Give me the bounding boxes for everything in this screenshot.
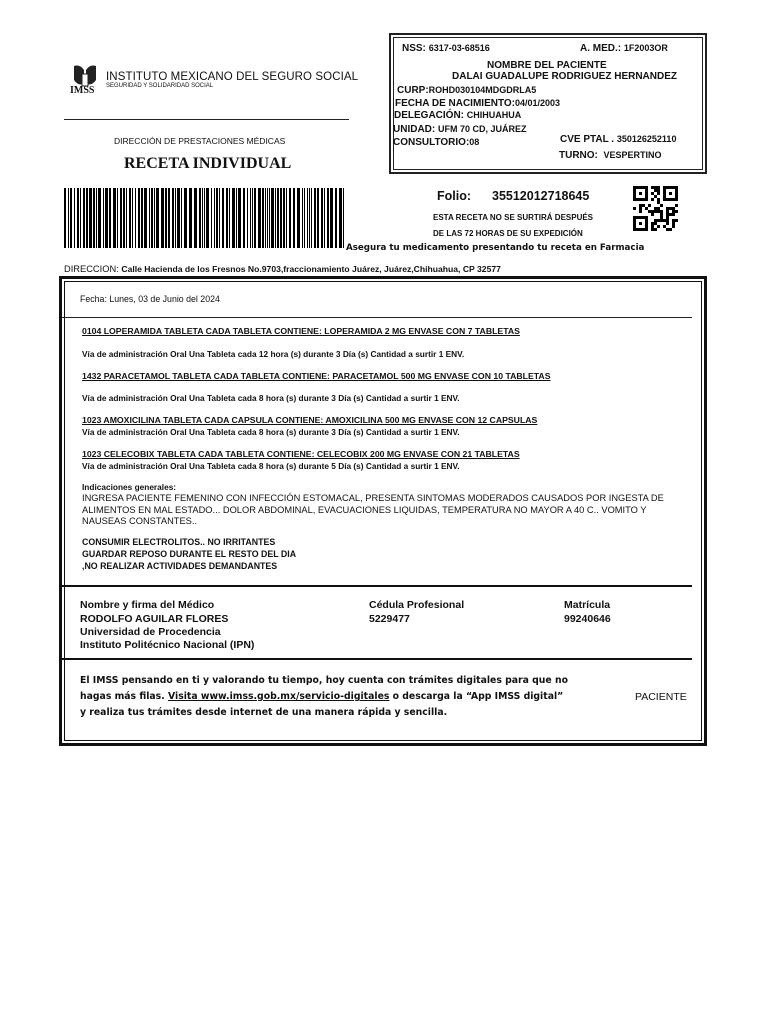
folio-label: Folio: (437, 189, 472, 203)
qr-code-image (633, 186, 678, 234)
indications-label: Indicaciones generales: (82, 482, 177, 492)
barcode-image (64, 188, 344, 248)
medication-dose: Vía de administración Oral Una Tableta cada 8 hora (s) durante 3 Día (s) Cantidad a surtir 1 ENV. (82, 393, 460, 403)
page-title: RECETA INDIVIDUAL (124, 155, 292, 172)
amed-field: A. MED.: 1F2003OR (580, 43, 668, 54)
birth-field: FECHA DE NACIMIENTO:04/01/2003 (395, 98, 561, 109)
address-label: DIRECCION: (64, 264, 119, 274)
instruction-line: CONSUMIR ELECTROLITOS.. NO IRRITANTES (82, 537, 276, 547)
direction-label: DIRECCIÓN DE PRESTACIONES MÉDICAS (114, 136, 286, 146)
doctor-name-label: Nombre y firma del Médico (80, 599, 215, 611)
cedula-value: 5229477 (369, 613, 410, 625)
medication-title: 1023 CELECOBIX TABLETA CADA TABLETA CONTIENE: CELECOBIX 200 MG ENVASE CON 21 TABLETAS (82, 449, 520, 459)
date-divider (62, 317, 692, 318)
copy-label: PACIENTE (635, 691, 687, 703)
instruction-line: ,NO REALIZAR ACTIVIDADES DEMANDANTES (82, 561, 278, 571)
medication-title: 1432 PARACETAMOL TABLETA CADA TABLETA CONTIENE: PARACETAMOL 500 MG ENVASE CON 10 TABLETAS (82, 371, 551, 381)
cedula-label: Cédula Profesional (369, 599, 465, 611)
institution-name: INSTITUTO MEXICANO DEL SEGURO SOCIAL (106, 71, 359, 83)
university-label: Universidad de Procedencia (80, 626, 221, 638)
doctor-name: RODOLFO AGUILAR FLORES (80, 613, 229, 625)
address-line (64, 264, 501, 274)
unidad-field: UNIDAD: UFM 70 CD, JUÁREZ (393, 124, 527, 135)
turno-field: TURNO: VESPERTINO (559, 150, 662, 161)
instructions-divider (62, 585, 692, 587)
patient-name-label: NOMBRE DEL PACIENTE (487, 60, 607, 71)
promo-line: El IMSS pensando en ti y valorando tu tiempo, hoy cuenta con trámites digitales para que no (80, 675, 568, 686)
promo-line: hagas más filas. Visita www.imss.gob.mx/servicio-digitales o descarga la “App IMSS digital” (80, 691, 564, 702)
medication-title: 1023 AMOXICILINA TABLETA CADA CAPSULA CONTIENE: AMOXICILINA 500 MG ENVASE CON 12 CAPSULAS (82, 415, 538, 425)
delegacion-field: DELEGACIÓN: CHIHUAHUA (394, 110, 522, 121)
promo-line: y realiza tus trámites desde internet de una manera rápida y sencilla. (80, 707, 448, 718)
curp-field: CURP:ROHD030104MDGDRLA5 (397, 85, 537, 96)
cve-field: CVE PTAL . 350126252110 (560, 134, 677, 145)
pharmacy-notice: Asegura tu medicamento presentando tu receta en Farmacia (346, 243, 645, 253)
university-name: Instituto Politécnico Nacional (IPN) (80, 639, 255, 651)
medication-dose: Vía de administración Oral Una Tableta cada 8 hora (s) durante 5 Día (s) Cantidad a surtir 1 ENV. (82, 461, 460, 471)
medication-dose: Vía de administración Oral Una Tableta cada 8 hora (s) durante 3 Día (s) Cantidad a surtir 1 ENV. (82, 427, 460, 437)
imss-logo (70, 64, 100, 98)
prescription-date: Fecha: Lunes, 03 de Junio del 2024 (80, 294, 220, 304)
expiry-notice-1: ESTA RECETA NO SE SURTIRÁ DESPUÉS (433, 213, 594, 222)
signature-divider (62, 658, 692, 660)
institution-subtitle: SEGURIDAD Y SOLIDARIDAD SOCIAL (106, 83, 214, 89)
digital-services-promo (80, 673, 610, 721)
imss-services-link[interactable]: Visita www.imss.gob.mx/servicio-digitales (167, 691, 390, 702)
matricula-value: 99240646 (564, 613, 611, 625)
nss-field: NSS: 6317-03-68516 (402, 43, 490, 54)
folio-number: 35512012718645 (492, 189, 590, 203)
indications-text: INGRESA PACIENTE FEMENINO CON INFECCIÓN ESTOMACAL, PRESENTA SINTOMAS MODERADOS CAUSADOS POR INGESTA DE ALIMENTOS EN MAL ESTADO... DOLOR ABDOMINAL, EVACUACIONES LIQUIDAS, TEMPERATURA NO MAYOR A 40 C.. VOMITO Y NAUSEAS CONSTANTES.. (82, 493, 664, 526)
header-divider (64, 119, 349, 120)
medication-title: 0104 LOPERAMIDA TABLETA CADA TABLETA CONTIENE: LOPERAMIDA 2 MG ENVASE CON 7 TABLETAS (82, 326, 520, 336)
matricula-label: Matrícula (564, 599, 611, 611)
address-value: Calle Hacienda de los Fresnos No.9703,fraccionamiento Juárez, Juárez,Chihuahua, CP 32577 (121, 264, 501, 274)
expiry-notice-2: DE LAS 72 HORAS DE SU EXPEDICIÓN (433, 229, 583, 238)
logo-text: IMSS (70, 85, 95, 96)
medication-dose: Vía de administración Oral Una Tableta cada 12 hora (s) durante 3 Día (s) Cantidad a surtir 1 ENV. (82, 349, 465, 359)
patient-name: DALAI GUADALUPE RODRIGUEZ HERNANDEZ (452, 71, 677, 82)
instruction-line: GUARDAR REPOSO DURANTE EL RESTO DEL DIA (82, 549, 297, 559)
consultorio-field: CONSULTORIO:08 (393, 137, 480, 148)
